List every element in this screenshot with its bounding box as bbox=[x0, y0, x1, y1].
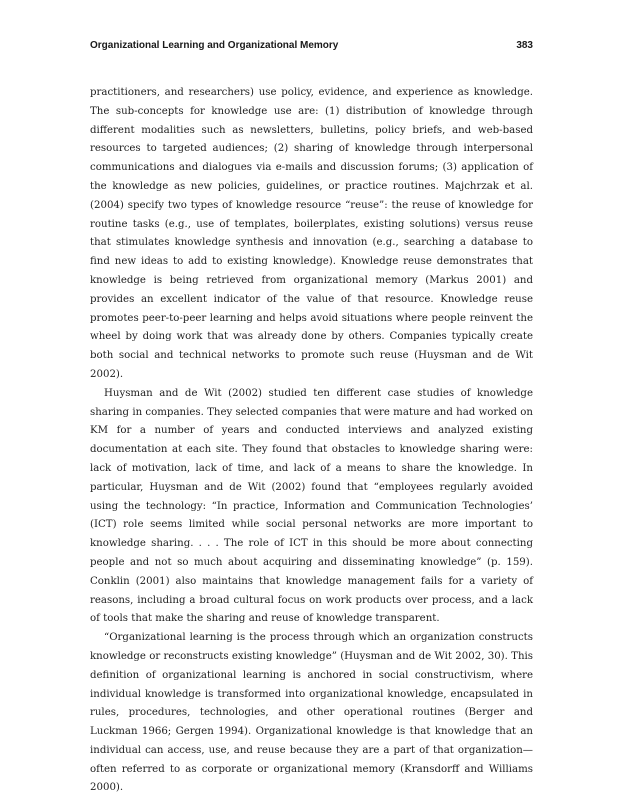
paragraph: “Organizational learning is the process through which an organization constructs knowledge or reconstructs existing knowledge” (Huysman and de Wit 2002, 30). This definition of organizational learning is anchored in social constructivism, where individual knowledge is transformed into organizational knowledge, encapsulated in rules, procedures, technologies, and other operational routines (Berger and Luckman 1966; Gergen 1994). Organizational knowledge is that knowledge that an individual can access, use, and reuse because they are a part of that organization—often referred to as corporate or organizational memory (Kransdorff and Williams 2000). bbox=[90, 632, 533, 794]
running-head bbox=[90, 40, 533, 56]
body-text bbox=[90, 84, 533, 798]
paragraph: practitioners, and researchers) use policy, evidence, and experience as knowledge. The sub-concepts for knowledge use are: (1) distribution of knowledge through different modalities such as newsletters, bulletins, policy briefs, and web-based resources to targeted audiences; (2) sharing of knowledge through interpersonal communications and dialogues via e-mails and discussion forums; (3) application of the knowledge as new policies, guidelines, or practice routines. Majchrzak et al. (2004) specify two types of knowledge resource “reuse”: the reuse of knowledge for routine tasks (e.g., use of templates, boilerplates, existing solutions) versus reuse that stimulates knowledge synthesis and innovation (e.g., searching a database to find new ideas to add to existing knowledge). Knowledge reuse demonstrates that knowledge is being retrieved from organizational memory (Markus 2001) and provides an excellent indicator of the value of that resource. Knowledge reuse promotes peer-to-peer learning and helps avoid situations where people reinvent the wheel by doing work that was already done by others. Companies typically create both social and technical networks to promote such reuse (Huysman and de Wit 2002). bbox=[90, 87, 533, 380]
chapter-title: Organizational Learning and Organizational Memory bbox=[90, 40, 339, 51]
page-number: 383 bbox=[516, 40, 533, 51]
paragraph: Huysman and de Wit (2002) studied ten different case studies of knowledge sharing in companies. They selected companies that were mature and had worked on KM for a number of years and conducted interviews and analyzed existing documentation at each site. They found that obstacles to knowledge sharing were: lack of motivation, lack of time, and lack of a means to share the knowledge. In particular, Huysman and de Wit (2002) found that “employees regularly avoided using the technology: “In practice, Information and Communication Technologies’ (ICT) role seems limited while social personal networks are more important to knowledge sharing. . . . The role of ICT in this should be more about connecting people and not so much about acquiring and disseminating knowledge” (p. 159). Conklin (2001) also maintains that knowledge management fails for a variety of reasons, including a broad cultural focus on work products over process, and a lack of tools that make the sharing and reuse of knowledge transparent. bbox=[90, 387, 533, 625]
